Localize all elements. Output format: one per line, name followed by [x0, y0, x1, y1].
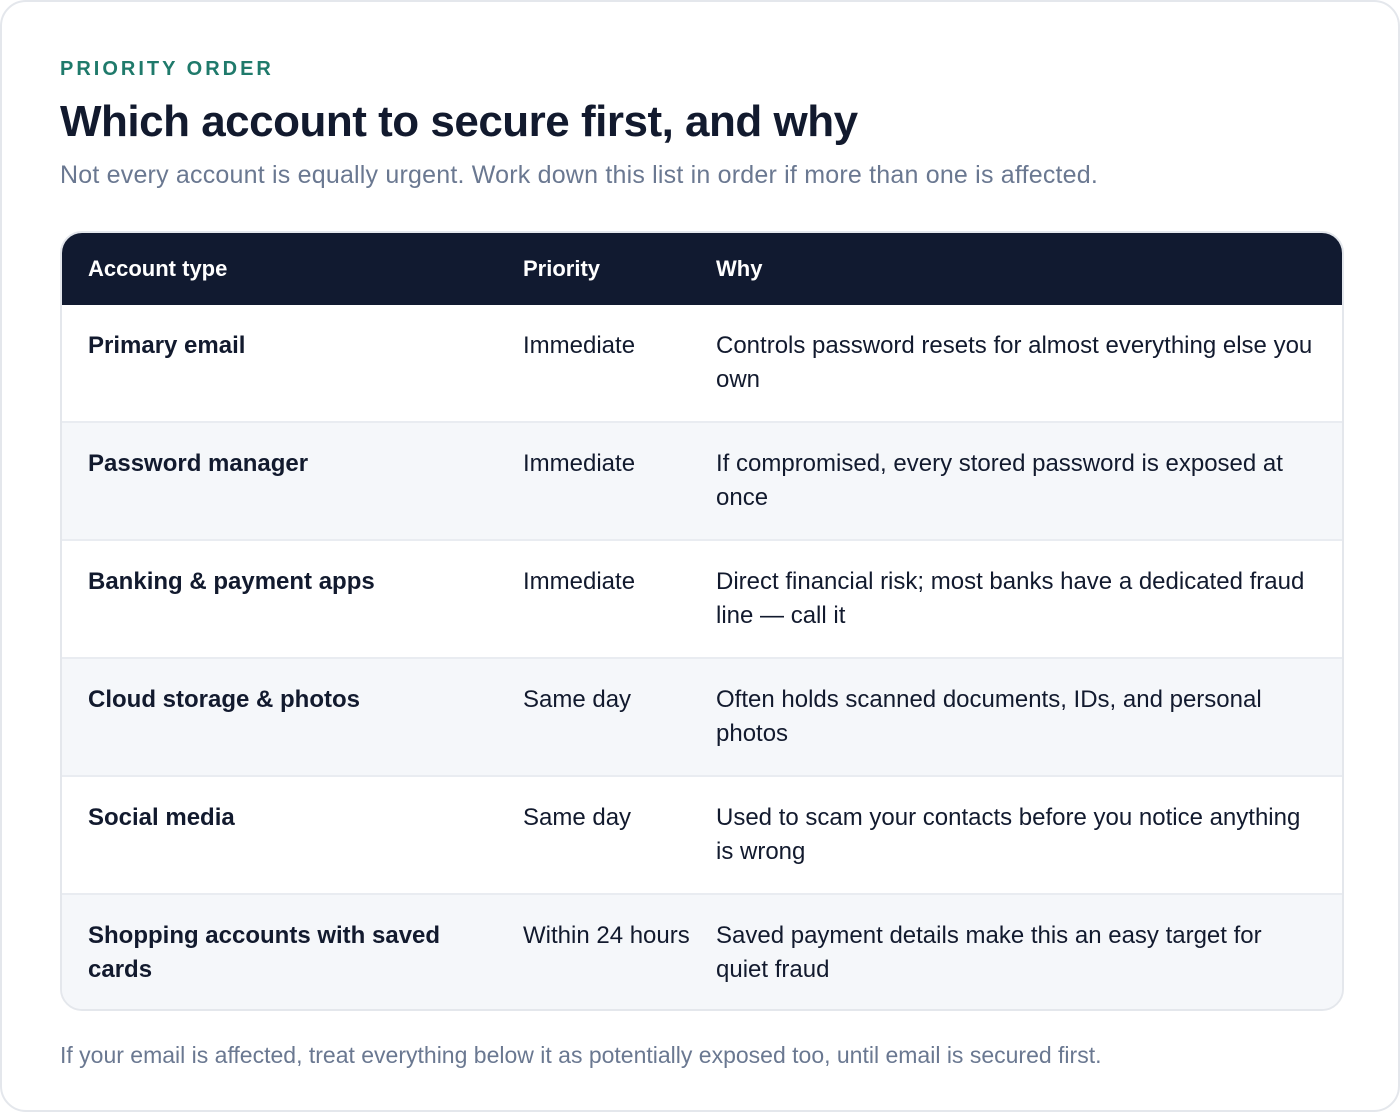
priority-table [62, 233, 1342, 1009]
why-cell: Often holds scanned documents, IDs, and personal photos [708, 658, 1342, 776]
column-header-priority: Priority [496, 233, 708, 305]
priority-cell: Immediate [523, 332, 636, 359]
account-type-cell: Banking & payment apps [62, 540, 496, 658]
table-row [62, 658, 1342, 776]
priority-cell: Immediate [496, 422, 708, 540]
table-row [62, 305, 1342, 422]
column-header-why: Why [708, 233, 1342, 305]
priority-cell: Same day [496, 776, 708, 894]
eyebrow-label: PRIORITY ORDER [60, 58, 274, 80]
footer-note: If your email is affected, treat everything below it as potentially exposed too, until email is secured first. [60, 1042, 1102, 1068]
priority-table-container [60, 231, 1344, 1011]
account-type-cell: Shopping accounts with saved cards [62, 894, 496, 1009]
why-cell: Used to scam your contacts before you notice anything is wrong [708, 776, 1342, 894]
why-cell: Controls password resets for almost everything else you own [716, 332, 1313, 393]
table-row [62, 540, 1342, 658]
page-subtitle: Not every account is equally urgent. Work down this list in order if more than one is affected. [60, 161, 1099, 189]
why-cell: Direct financial risk; most banks have a dedicated fraud line — call it [708, 540, 1342, 658]
table-header [62, 233, 1342, 305]
account-type-cell: Social media [62, 776, 496, 894]
priority-cell: Same day [496, 658, 708, 776]
table-body [62, 305, 1342, 1009]
page-title: Which account to secure first, and why [60, 97, 858, 146]
column-header-account-type: Account type [62, 233, 496, 305]
account-type-cell: Primary email [88, 332, 246, 359]
why-cell: Saved payment details make this an easy target for quiet fraud [708, 894, 1342, 1009]
why-cell: If compromised, every stored password is exposed at once [708, 422, 1342, 540]
table-row [62, 894, 1342, 1009]
account-type-cell: Cloud storage & photos [62, 658, 496, 776]
priority-cell: Within 24 hours [496, 894, 708, 1009]
table-row [62, 422, 1342, 540]
table-header-row [62, 233, 1342, 305]
priority-cell: Immediate [496, 540, 708, 658]
account-type-cell: Password manager [62, 422, 496, 540]
table-row [62, 776, 1342, 894]
